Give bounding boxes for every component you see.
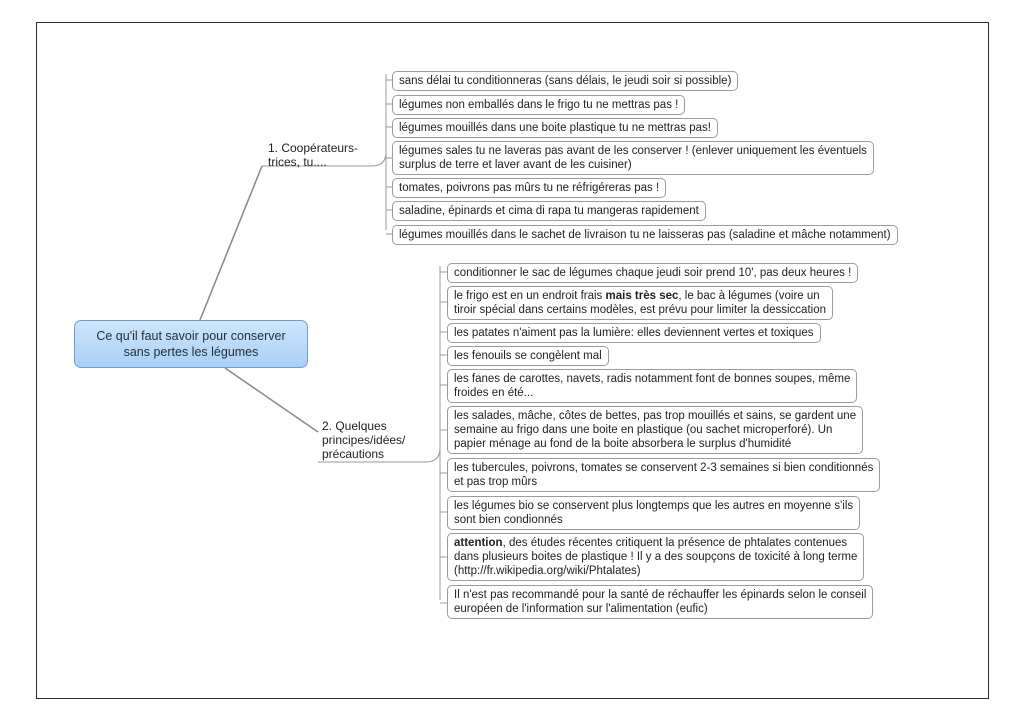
topic-text: semaine au frigo dans une boite en plastique (ou sachet microperforé). Un <box>454 424 833 436</box>
topic-fanes[interactable] <box>447 369 857 403</box>
topic-text: légumes mouillés dans une boite plastique tu ne mettras pas! <box>399 122 711 134</box>
topic-text-bold: attention <box>454 537 503 549</box>
topic-text: dans plusieurs boites de plastique ! Il y a des soupçons de toxicité à long terme <box>454 551 858 563</box>
topic-sales[interactable] <box>392 141 874 175</box>
topic-text-line <box>454 289 826 303</box>
topic-bio[interactable] <box>447 496 860 530</box>
topic-text: saladine, épinards et cima di rapa tu mangeras rapidement <box>399 205 699 217</box>
topic-text: légumes mouillés dans le sachet de livraison tu ne laisseras pas (saladine et mâche notamment) <box>399 229 891 241</box>
topic-text-bold: mais très sec <box>605 290 679 302</box>
topic-saladine[interactable] <box>392 201 706 221</box>
topic-tubercules[interactable] <box>447 458 880 492</box>
topic-text: les patates n'aiment pas la lumière: elles deviennent vertes et toxiques <box>454 327 814 339</box>
topic-salades[interactable] <box>447 406 863 454</box>
branch-cooperateurs-line-2: trices, tu.... <box>268 155 327 169</box>
topic-text: les salades, mâche, côtes de bettes, pas trop mouillés et sains, se gardent une <box>454 410 857 422</box>
branch-cooperateurs-line-1: 1. Coopérateurs- <box>268 141 359 155</box>
root-topic-line-2: sans pertes les légumes <box>123 345 259 359</box>
branch-cooperateurs[interactable] <box>268 141 358 169</box>
topic-sans-delai[interactable] <box>392 71 738 91</box>
topic-text: les tubercules, poivrons, tomates se conservent 2-3 semaines si bien conditionnés <box>454 462 874 474</box>
branch-principes-line-2: principes/idées/ <box>322 433 406 447</box>
topic-text: européen de l'information sur l'alimentation (eufic) <box>454 603 708 615</box>
topic-text: conditionner le sac de légumes chaque jeudi soir prend 10', pas deux heures ! <box>454 267 852 279</box>
topic-text: sans délai tu conditionneras (sans délais, le jeudi soir si possible) <box>399 75 732 87</box>
root-topic-line-1: Ce qu'il faut savoir pour conserver <box>96 329 286 343</box>
branch-principes[interactable] <box>322 419 405 461</box>
topic-text: , des études récentes critiquent la présence de phtalates contenues <box>502 537 848 549</box>
root-topic[interactable] <box>74 320 308 368</box>
topic-mouilles-boite[interactable] <box>392 118 718 138</box>
branch-principes-line-3: précautions <box>322 447 385 461</box>
branch-principes-line-1: 2. Quelques <box>322 419 387 433</box>
topic-text: papier ménage au fond de la boite absorbera le surplus d'humidité <box>454 438 792 450</box>
topic-text: tiroir spécial dans certains modèles, est prévu pour limiter la dessiccation <box>454 304 826 316</box>
topic-text: les fenouils se congèlent mal <box>454 350 602 362</box>
topic-tomates-poivrons[interactable] <box>392 178 666 198</box>
topic-text: froides en été... <box>454 387 534 399</box>
topic-text-line <box>454 536 857 550</box>
topic-text: le frigo est en un endroit frais <box>454 290 606 302</box>
topic-text: les fanes de carottes, navets, radis notamment font de bonnes soupes, même <box>454 373 851 385</box>
topic-text: tomates, poivrons pas mûrs tu ne réfrigéreras pas ! <box>399 182 660 194</box>
topic-sachet-livraison[interactable] <box>392 225 898 245</box>
topic-attention-phtalates[interactable] <box>447 533 864 581</box>
topic-text: légumes non emballés dans le frigo tu ne mettras pas ! <box>399 99 679 111</box>
topic-text: et pas trop mûrs <box>454 476 538 488</box>
topic-text: surplus de terre et laver avant de les cuisiner) <box>399 159 632 171</box>
topic-conditionner[interactable] <box>447 263 858 283</box>
topic-non-emballes[interactable] <box>392 95 685 115</box>
topic-epinards-eufic[interactable] <box>447 585 873 619</box>
topic-text: les légumes bio se conservent plus longtemps que les autres en moyenne s'ils <box>454 500 854 512</box>
topic-text: légumes sales tu ne laveras pas avant de les conserver ! (enlever uniquement les éventuels <box>399 145 867 157</box>
topic-text: (http://fr.wikipedia.org/wiki/Phtalates) <box>454 565 641 577</box>
topic-fenouils[interactable] <box>447 346 609 366</box>
topic-patates[interactable] <box>447 323 821 343</box>
topic-text: , le bac à légumes (voire un <box>678 290 820 302</box>
topic-text: Il n'est pas recommandé pour la santé de réchauffer les épinards selon le conseil <box>454 589 867 601</box>
topic-text: sont bien condionnés <box>454 514 563 526</box>
topic-frigo[interactable] <box>447 286 833 320</box>
